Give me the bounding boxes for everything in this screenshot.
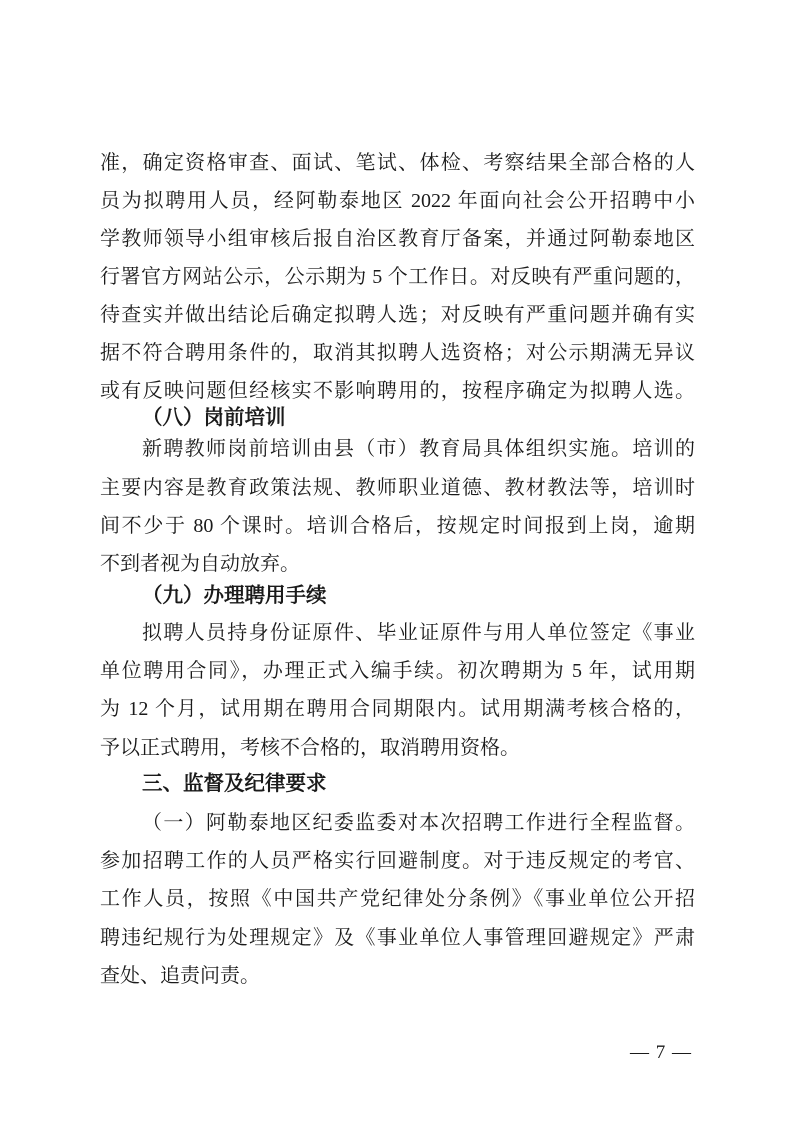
text-line: 间不少于 80 个课时。培训合格后，按规定时间报到上岗，逾期 xyxy=(100,515,695,537)
text-line: 或有反映问题但经核实不影响聘用的，按程序确定为拟聘人选。 xyxy=(100,380,695,402)
text-line: 待查实并做出结论后确定拟聘人选；对反映有严重问题并确有实 xyxy=(100,304,695,326)
text-line: 参加招聘工作的人员严格实行回避制度。对于违反规定的考官、 xyxy=(100,850,695,872)
text-line: 为 12 个月，试用期在聘用合同期限内。试用期满考核合格的， xyxy=(100,698,695,720)
text-line: 不到者视为自动放弃。 xyxy=(100,553,300,575)
section-heading: 三、监督及纪律要求 xyxy=(142,772,327,795)
text-line: 新聘教师岗前培训由县（市）教育局具体组织实施。培训的 xyxy=(142,438,695,460)
text-line: 主要内容是教育政策法规、教师职业道德、教材教法等，培训时 xyxy=(100,477,695,499)
text-line: 准，确定资格审查、面试、笔试、体检、考察结果全部合格的人 xyxy=(100,152,695,174)
text-line: 行署官方网站公示，公示期为 5 个工作日。对反映有严重问题的， xyxy=(100,266,695,288)
page-number: — 7 — xyxy=(630,1042,692,1063)
text-line: 据不符合聘用条件的，取消其拟聘人选资格；对公示期满无异议 xyxy=(100,342,695,364)
text-line: 拟聘人员持身份证原件、毕业证原件与用人单位签定《事业 xyxy=(142,622,695,644)
text-line: 聘违纪规行为处理规定》及《事业单位人事管理回避规定》严肃 xyxy=(100,927,695,949)
text-line: 查处、追责问责。 xyxy=(100,965,260,987)
text-line: （一）阿勒泰地区纪委监委对本次招聘工作进行全程监督。 xyxy=(142,812,695,834)
section-heading: （九）办理聘用手续 xyxy=(142,585,327,607)
text-line: 工作人员，按照《中国共产党纪律处分条例》《事业单位公开招 xyxy=(100,888,695,910)
text-line: 员为拟聘用人员，经阿勒泰地区 2022 年面向社会公开招聘中小 xyxy=(100,190,695,212)
text-line: 予以正式聘用，考核不合格的，取消聘用资格。 xyxy=(100,737,520,759)
section-heading: （八）岗前培训 xyxy=(142,407,286,429)
text-line: 单位聘用合同》，办理正式入编手续。初次聘期为 5 年，试用期 xyxy=(100,660,695,682)
text-line: 学教师领导小组审核后报自治区教育厅备案，并通过阿勒泰地区 xyxy=(100,228,695,250)
